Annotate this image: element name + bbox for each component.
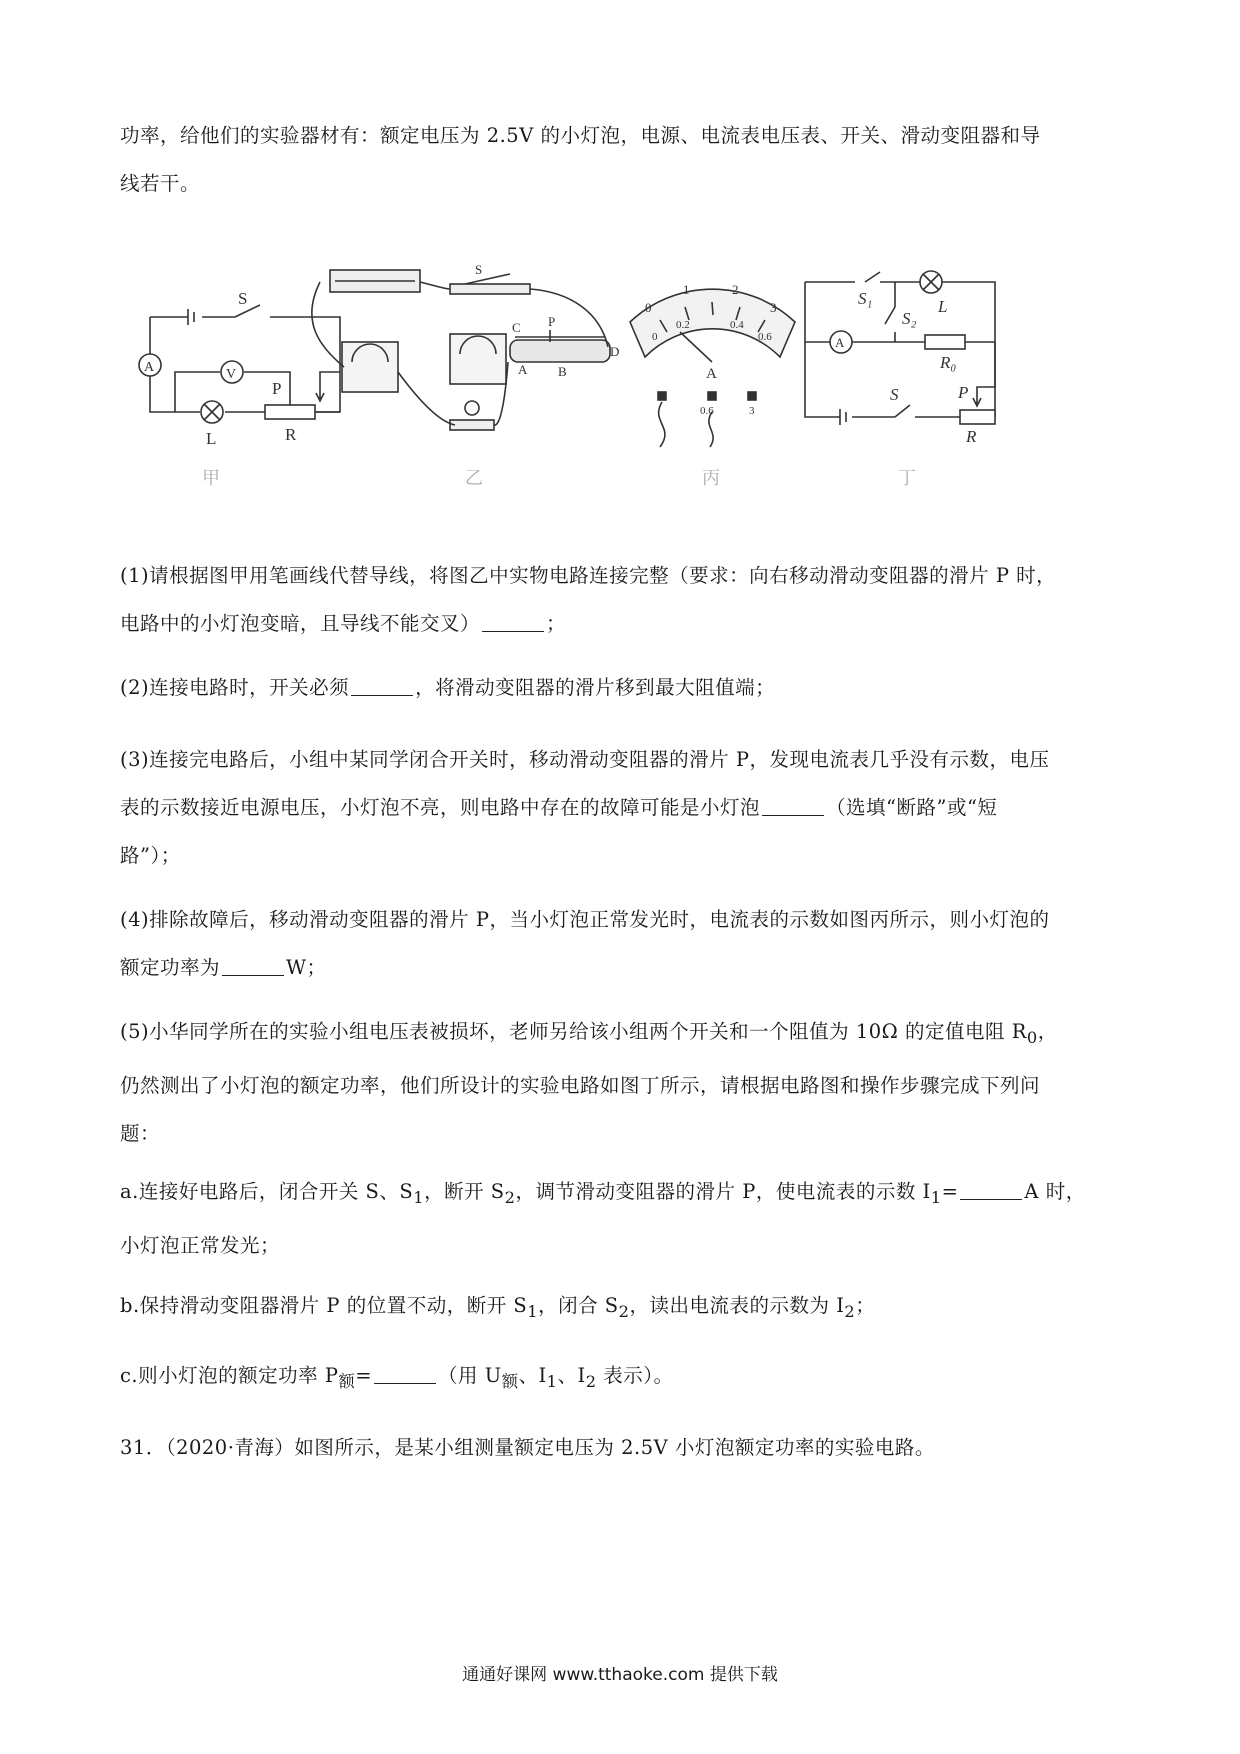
q4-line-1: (4)排除故障后，移动滑动变阻器的滑片 P，当小灯泡正常发光时，电流表的示数如图丙所示，则小灯泡的 [120,908,1050,931]
step-c-sub-4: 2 [585,1371,597,1391]
q5-sub: 0 [1026,1027,1038,1047]
step-a-line-1 [120,1168,1130,1222]
step-c [120,1352,1130,1406]
step-a-text-4: A 时， [1024,1180,1086,1203]
jia-label-r: R [285,425,297,444]
step-a [120,1168,1130,1270]
bing-term-06: 0.6 [700,405,714,417]
q3-text-a: 表的示数接近电源电压，小灯泡不亮，则电路中存在的故障可能是小灯泡 [120,796,761,819]
step-b-line [120,1282,1130,1336]
q2-line [120,664,1130,712]
bing-tick-1: 1 [683,282,690,297]
step-a-eq: = [941,1180,959,1203]
q3-line-1: (3)连接完电路后，小组中某同学闭合开关时，移动滑动变阻器的滑片 P，发现电流表几乎没有示数，电压 [120,748,1050,771]
ding-label-r: R [966,427,977,446]
q31-line: 31．（2020·青海）如图所示，是某小组测量额定电压为 2.5V 小灯泡额定功率的实验电路。 [120,1436,935,1459]
bing-scale-04: 0.4 [730,319,744,331]
q1-text: 电路中的小灯泡变暗，且导线不能交叉） [120,612,481,635]
intro-line-1: 功率，给他们的实验器材有：额定电压为 2.5V 的小灯泡，电源、电流表电压表、开关、滑动变阻器和导 [120,124,1041,147]
yi-label-p: P [548,314,556,329]
q2-text-b: ，将滑动变阻器的滑片移到最大阻值端； [415,676,776,699]
step-a-text-3: ，调节滑动变阻器的滑片 P，使电流表的示数 I [515,1180,931,1203]
ding-label-a: A [835,335,845,350]
step-c-sub-2: 额 [501,1371,519,1391]
circuit-figures [120,262,1140,502]
step-b-sub-2: 2 [618,1301,630,1321]
step-c-eq: = [355,1364,373,1387]
jia-label-s: S [238,289,248,308]
ding-label-s2: S₂ [902,309,917,328]
step-b-text-3: ，读出电流表的示数为 I [629,1294,845,1317]
ding-label-r0: R₀ [940,353,957,372]
step-c-sub-1: 额 [338,1371,356,1391]
step-a-sub-1: 1 [413,1187,425,1207]
caption-jia: 甲 [202,468,220,488]
bing-tick-2: 2 [732,282,739,297]
q4-line-2 [120,944,1130,992]
step-b-text-2: ，闭合 S [538,1294,619,1317]
question-31 [120,1424,1130,1472]
question-5 [120,1008,1130,1158]
yi-label-s: S [475,262,483,277]
step-b-end: ； [855,1294,876,1317]
q5-line-1 [120,1008,1130,1062]
step-b-sub-1: 1 [527,1301,539,1321]
step-a-line-2: 小灯泡正常发光； [120,1233,281,1257]
answer-blank-c [374,1363,436,1384]
bing-unit: A [706,366,717,382]
answer-blank-3 [762,795,824,816]
q4-text-b: W； [286,956,327,979]
bing-tick-3: 3 [770,300,777,315]
yi-label-b: B [558,364,567,379]
answer-blank-4 [222,955,284,976]
page-footer: 通通好课网 www.tthaoke.com 提供下载 [462,1665,778,1685]
q3-line-2 [120,784,1130,832]
q3-line-3: 路”）； [120,844,181,867]
caption-bing: 丙 [702,468,720,488]
ding-label-s1: S₁ [858,289,873,308]
ding-label-p: P [958,383,969,402]
q4-text-a: 额定功率为 [120,956,221,979]
question-2 [120,664,1130,712]
jia-label-a: A [144,360,155,375]
circuit-yi [312,270,610,430]
caption-yi: 乙 [465,468,483,488]
circuit-jia [139,305,340,423]
q2-text-a: (2)连接电路时，开关必须 [120,676,350,699]
q5-text-a: (5)小华同学所在的实验小组电压表被损坏，老师另给该小组两个开关和一个阻值为 10Ω 的定值电阻 R [120,1020,1027,1043]
bing-scale-02: 0.2 [676,319,690,331]
circuit-figures-svg [120,262,1140,502]
q5-line-3: 题： [120,1121,161,1145]
q1-line-1: (1)请根据图甲用笔画线代替导线，将图乙中实物电路连接完整（要求：向右移动滑动变阻器的滑片 P 时， [120,564,1057,587]
yi-label-c: C [512,320,521,335]
q1-line-2 [120,600,1130,648]
bing-scale-06: 0.6 [758,331,772,343]
step-c-text-4: 、I [557,1364,586,1387]
question-3 [120,736,1130,880]
step-a-text-1: a.连接好电路后，闭合开关 S、S [120,1180,414,1203]
step-a-sub-2: 2 [504,1187,516,1207]
bing-term-3: 3 [749,405,755,417]
step-c-text-3: 、I [518,1364,547,1387]
ding-label-l: L [938,297,948,316]
yi-label-a: A [518,362,528,377]
yi-label-d: D [610,344,620,359]
step-c-text-5: 表示）。 [596,1364,674,1387]
ding-label-s: S [890,385,899,404]
question-1 [120,552,1130,648]
intro-paragraph [120,112,1130,208]
intro-line-2: 线若干。 [120,172,201,195]
step-b-text-1: b.保持滑动变阻器滑片 P 的位置不动，断开 S [120,1294,528,1317]
bing-tick-0: 0 [645,300,652,315]
step-c-text-1: c.则小灯泡的额定功率 P [120,1364,339,1387]
bing-scale-0: 0 [652,331,658,343]
jia-label-l: L [206,429,217,448]
step-a-sub-3: 1 [930,1187,942,1207]
answer-blank-2 [351,675,413,696]
q1-end: ； [546,612,567,635]
step-b-sub-3: 2 [844,1301,856,1321]
jia-label-p: P [272,379,282,398]
step-b [120,1282,1130,1336]
step-a-text-2: ，断开 S [424,1180,505,1203]
question-4 [120,896,1130,992]
step-c-text-2: （用 U [438,1364,502,1387]
caption-ding: 丁 [898,468,916,488]
q5-line-2: 仍然测出了小灯泡的额定功率，他们所设计的实验电路如图丁所示，请根据电路图和操作步骤完成下列问 [120,1073,1041,1097]
jia-label-v: V [226,367,237,382]
answer-blank-1 [482,611,544,632]
q5-text-b: ， [1037,1020,1058,1043]
step-c-sub-3: 1 [546,1371,558,1391]
q3-text-b: （选填“断路”或“短 [826,796,998,819]
step-c-line [120,1352,1130,1406]
answer-blank-a [960,1179,1022,1200]
